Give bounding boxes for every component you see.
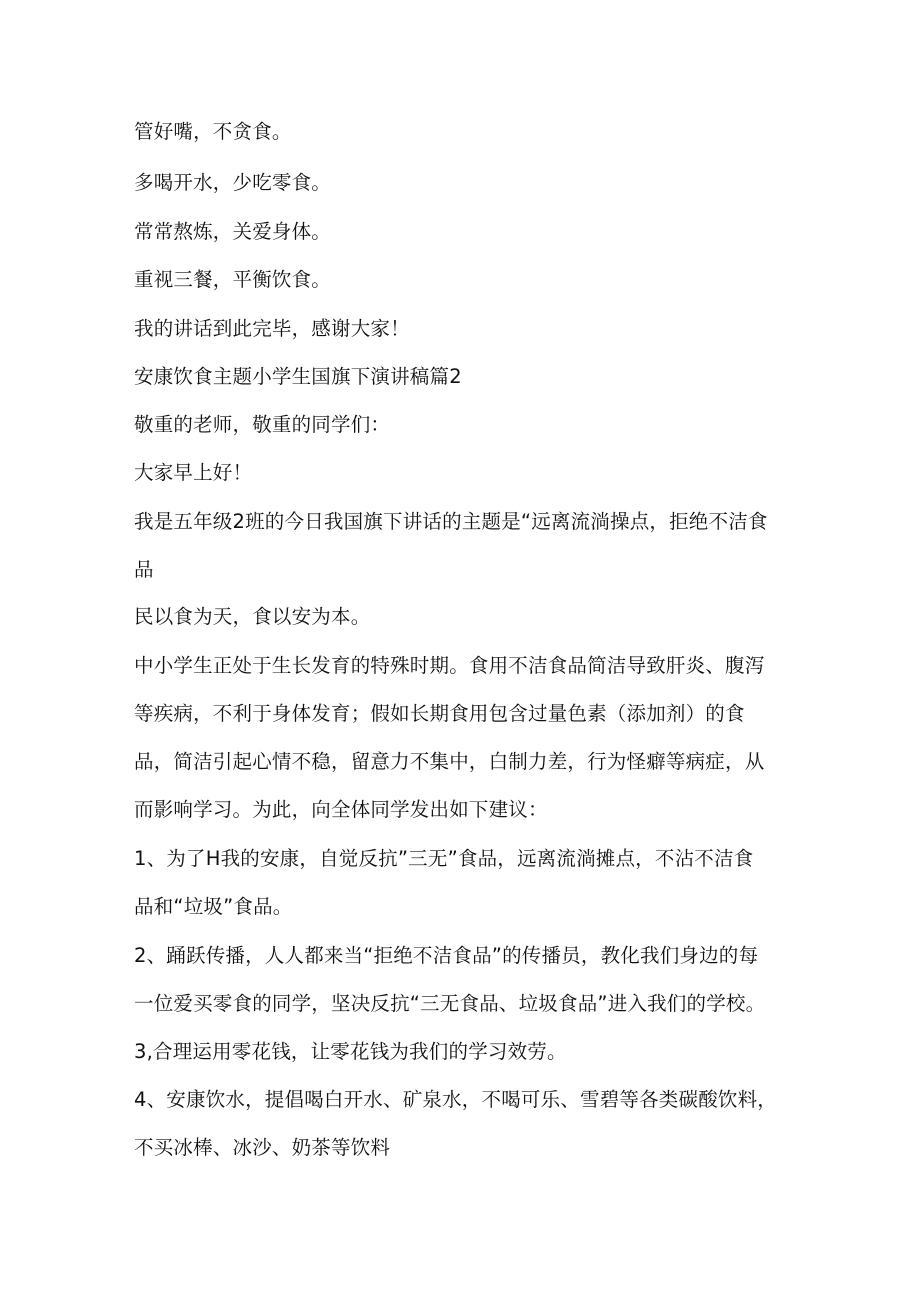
text-line: 品和“垃圾”食品。 [134,895,293,918]
text-line: 管好嘴，不贪食。 [134,120,292,143]
text-line: 不买冰棒、冰沙、奶茶等饮料 [134,1136,391,1159]
text-line: 1、为了H我的安康，自觉反抗”三无”食品，远离流淌摊点，不沾不洁食 [134,847,754,870]
text-line: 中小学生正处于生长发育的特殊时期。食用不洁食品简洁导致肝炎、腹泻 [134,654,765,677]
text-line: 2、踊跃传播，人人都来当“拒绝不洁食品”的传播员，教化我们身边的每 [134,944,759,967]
text-line: 常常熬炼，关爱身体。 [134,220,332,243]
text-line: 而影响学习。为此，向全体同学发出如下建议： [134,798,548,821]
section-heading: 安康饮食主题小学生国旗下演讲稿篇2 [134,365,462,388]
text-line: 一位爱买零食的同学，坚决反抗“三无食品、垃圾食品”进入我们的学校。 [134,992,766,1015]
text-line: 品 [134,558,154,581]
text-line: 民以食为天，食以安为本。 [134,605,371,628]
text-line: 敬重的老师，敬重的同学们： [134,413,391,436]
text-line: 重视三餐，平衡饮食。 [134,268,332,291]
text-line: 多喝开水，少吃零食。 [134,171,332,194]
text-line: 3,合理运用零花钱，让零花钱为我们的学习效劳。 [134,1040,567,1063]
text-line: 我是五年级2班的今日我国旗下讲话的主题是“远离流淌操点，拒绝不洁食 [134,510,768,533]
text-line: 等疾病，不利于身体发育；假如长期食用包含过量色素（添加剂）的食 [134,702,745,725]
text-line: 大家早上好！ [134,461,253,484]
text-line: 我的讲话到此完毕，感谢大家！ [134,317,410,340]
text-line: 4、安康饮水，提倡喝白开水、矿泉水，不喝可乐、雪碧等各类碳酸饮料， [134,1088,778,1111]
text-line: 品，简洁引起心情不稳，留意力不集中，白制力差，行为怪癖等病症，从 [134,750,765,773]
